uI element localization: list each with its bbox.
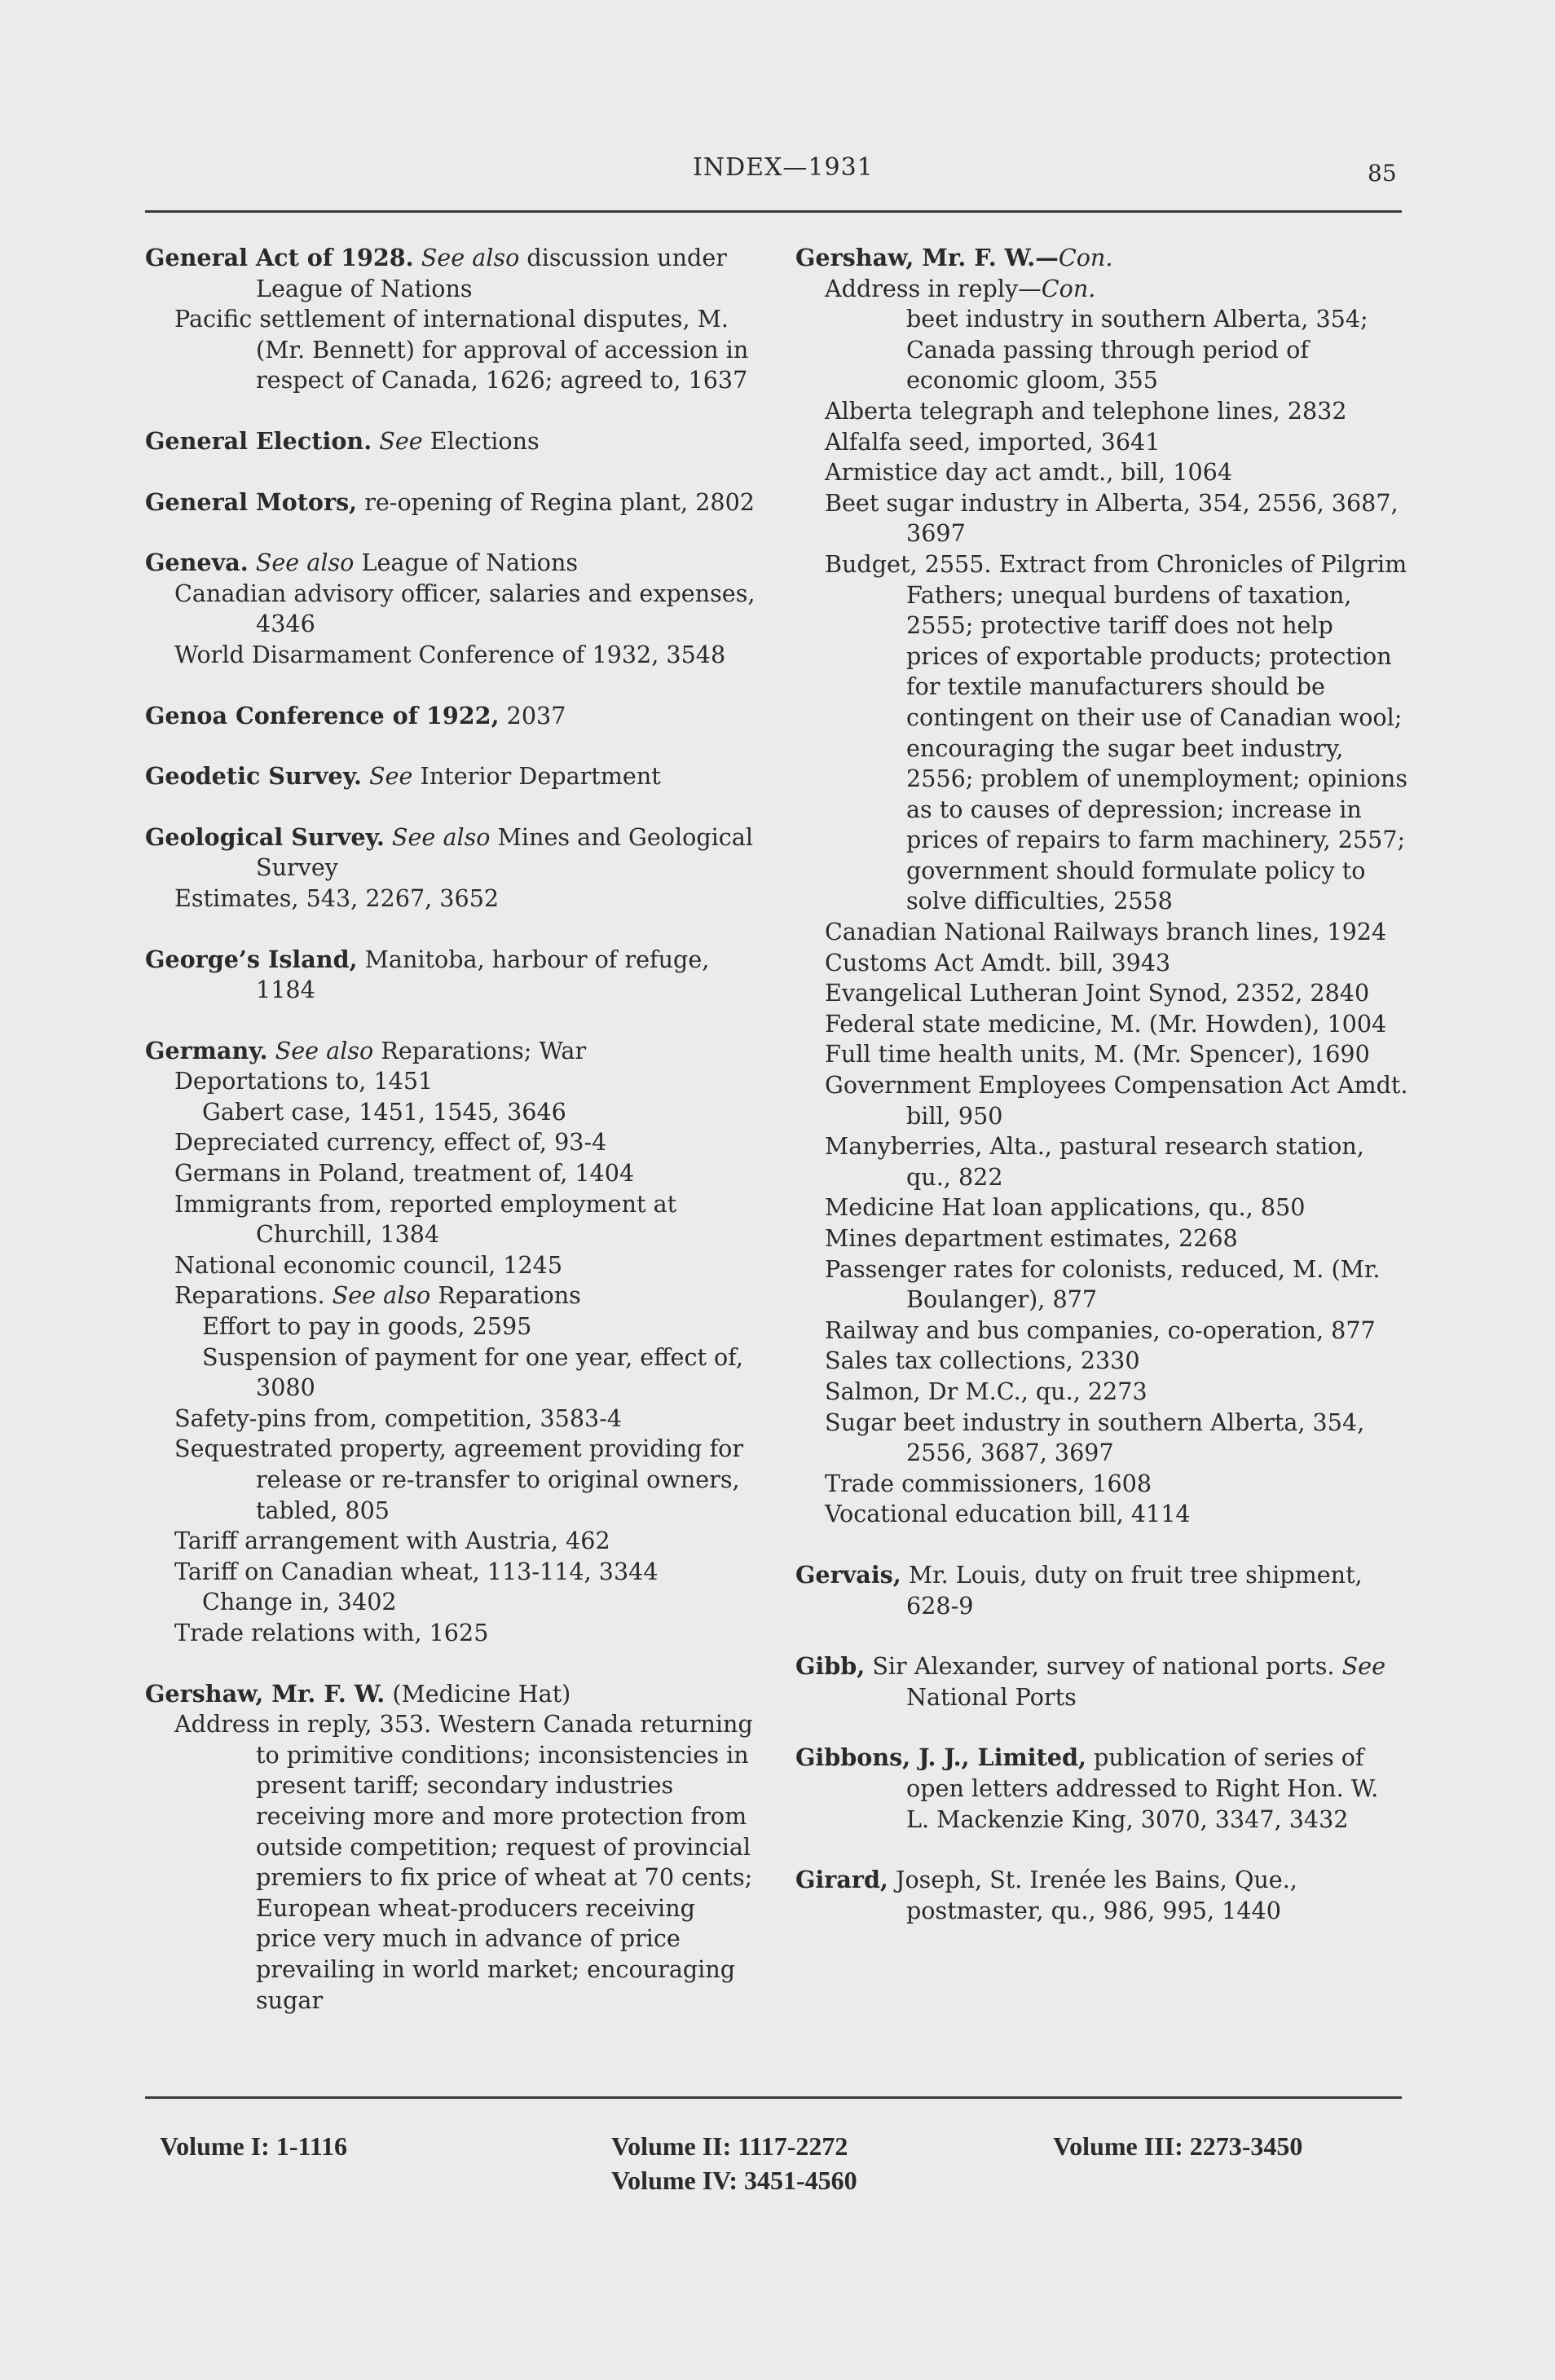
- subentry: Address in reply, 353. Western Canada returning to primitive conditions; inconsistencies in present tariff; secondary industries receiving more and more protection from outside competition; request of provincial premiers to fix price of wheat at 70 cents; European wheat-producers receiving price very much in advance of price prevailing in world market; encouraging sugar: [174, 1710, 753, 2014]
- see-label: See: [1341, 1652, 1385, 1681]
- footer-volume-2: Volume II: 1117-2272: [611, 2131, 848, 2161]
- subsubentry: Effort to pay in goods, 2595: [202, 1312, 532, 1341]
- entry-term: Gershaw, Mr. F. W.—: [795, 244, 1059, 271]
- subentry: Budget, 2555. Extract from Chronicles of Pilgrim Fathers; unequal burdens of taxation, 2555; protective tariff does not help prices of exportable products; protection for textile manufacturers should be contingent on their use of Canadian wool; encouraging the sugar beet industry, 2556; problem of unemployment; opinions as to causes of depression; increase in prices of repairs to farm machinery, 2557; government should formulate policy to solve difficulties, 2558: [825, 549, 1408, 915]
- index-entry: [145, 1036, 758, 1649]
- see-also-label: See also: [391, 822, 491, 851]
- see-label: See: [379, 426, 423, 455]
- entry-term: Gervais,: [795, 1560, 901, 1589]
- subentry: Tariff arrangement with Austria, 462: [174, 1527, 610, 1555]
- entry-term: Geodetic Survey.: [145, 762, 362, 791]
- subentry: Sugar beet industry in southern Alberta, 354, 2556, 3687, 3697: [825, 1408, 1365, 1467]
- page-title: INDEX—1931: [693, 153, 874, 182]
- subentry: Deportations to, 1451: [174, 1067, 434, 1095]
- entry-term: George’s Island,: [145, 945, 358, 973]
- footer-volume-1: Volume I: 1-1116: [160, 2131, 347, 2161]
- entry-ref: Reparations; War: [373, 1036, 587, 1064]
- see-also-label: See also: [421, 244, 520, 271]
- entry-term: Gibb,: [795, 1652, 866, 1681]
- entry-heading: [795, 1560, 1408, 1621]
- entry-heading: [795, 1743, 1408, 1835]
- entry-heading: [145, 701, 758, 732]
- subentry: National economic council, 1245: [174, 1250, 563, 1279]
- entry-text: Manitoba, harbour of refuge, 1184: [256, 945, 710, 1004]
- subentry: [795, 274, 1408, 305]
- subentry: Canadian advisory officer, salaries and expenses, 4346: [174, 579, 755, 638]
- entry-ref: National Ports: [906, 1682, 1077, 1711]
- entry-heading: [145, 243, 758, 304]
- entry-term: Girard,: [795, 1866, 888, 1894]
- header-rule: [145, 210, 1402, 213]
- subentry: Federal state medicine, M. (Mr. Howden), 1004: [825, 1009, 1387, 1038]
- subentry: Estimates, 543, 2267, 3652: [174, 884, 500, 912]
- subentry: Railway and bus companies, co-operation, 877: [825, 1316, 1376, 1344]
- right-column: [795, 243, 1408, 1956]
- subentry: Vocational education bill, 4114: [825, 1500, 1191, 1528]
- subentry: Alfalfa seed, imported, 3641: [825, 427, 1161, 456]
- footer-volume-4: Volume IV: 3451-4560: [611, 2166, 857, 2195]
- entry-text: re-opening of Regina plant, 2802: [357, 487, 755, 516]
- subentry: Armistice day act amdt., bill, 1064: [825, 458, 1233, 487]
- left-column: [145, 243, 758, 2046]
- entry-text: (Medicine Hat): [385, 1679, 571, 1708]
- index-entry: [145, 701, 758, 732]
- entry-ref: Reparations: [430, 1281, 581, 1310]
- entry-heading: [145, 426, 758, 457]
- subentry: Tariff on Canadian wheat, 113-114, 3344: [174, 1557, 659, 1585]
- index-entry: [145, 548, 758, 670]
- entry-text: publication of series of open letters addressed to Right Hon. W. L. Mackenzie King, 3070, 3347, 3432: [906, 1743, 1379, 1833]
- index-entry: [795, 1560, 1408, 1621]
- subentry: Canadian National Railways branch lines, 1924: [825, 918, 1387, 946]
- entry-heading: [795, 1865, 1408, 1926]
- subentry: Passenger rates for colonists, reduced, M. (Mr. Boulanger), 877: [825, 1254, 1381, 1314]
- entry-term: Geological Survey.: [145, 822, 385, 851]
- subentry: Safety-pins from, competition, 3583-4: [174, 1404, 623, 1432]
- continued-label: Con.: [1058, 244, 1113, 271]
- subentry: Trade commissioners, 1608: [825, 1469, 1152, 1497]
- see-also-label: See also: [275, 1036, 374, 1064]
- entry-ref: Interior Department: [412, 762, 661, 791]
- subentry-continued: beet industry in southern Alberta, 354; Canada passing through period of economic gloom, 355: [906, 305, 1368, 394]
- entry-term: General Election.: [145, 426, 372, 455]
- entry-heading: [145, 822, 758, 884]
- index-entry: [145, 945, 758, 1006]
- index-entry: [795, 1651, 1408, 1712]
- entry-ref: discussion under League of Nations: [256, 244, 727, 302]
- entry-heading: [145, 548, 758, 579]
- subentry: Sequestrated property, agreement providing for release or re-transfer to original owners, tabled, 805: [174, 1435, 744, 1524]
- subentry: Medicine Hat loan applications, qu., 850: [825, 1193, 1306, 1222]
- footer-rule: [145, 2096, 1402, 2099]
- entry-ref: Mines and Geological Survey: [256, 822, 753, 882]
- subentry: Trade relations with, 1625: [174, 1618, 489, 1646]
- index-entry: [145, 761, 758, 792]
- subentry: Mines department estimates, 2268: [825, 1224, 1238, 1252]
- entry-text: Joseph, St. Irenée les Bains, Que., postmaster, qu., 986, 995, 1440: [888, 1866, 1297, 1924]
- entry-heading: [795, 1651, 1408, 1712]
- subsubentry: Gabert case, 1451, 1545, 3646: [202, 1097, 566, 1126]
- entry-term: Geneva.: [145, 549, 249, 577]
- index-entry: [795, 1743, 1408, 1835]
- subentry-term: Reparations.: [174, 1281, 325, 1310]
- entry-heading: [145, 761, 758, 792]
- entry-heading: [145, 1679, 758, 1710]
- continued-label: Con.: [1041, 274, 1096, 302]
- subentry: Salmon, Dr M.C., qu., 2273: [825, 1377, 1148, 1405]
- subentry: Depreciated currency, effect of, 93-4: [174, 1128, 607, 1157]
- entry-text: 2037: [499, 701, 566, 729]
- index-entry: [795, 243, 1408, 1530]
- entry-ref: League of Nations: [354, 549, 579, 577]
- footer-volume-3: Volume III: 2273-3450: [1053, 2131, 1303, 2161]
- entry-term: Gershaw, Mr. F. W.: [145, 1679, 385, 1708]
- subentry: Evangelical Lutheran Joint Synod, 2352, 2840: [825, 979, 1370, 1007]
- entry-heading: [145, 945, 758, 1006]
- index-entry: [145, 487, 758, 518]
- subentry: Government Employees Compensation Act Amdt. bill, 950: [825, 1071, 1408, 1130]
- entry-term: General Motors,: [145, 487, 358, 516]
- entry-heading: [145, 1036, 758, 1067]
- index-entry: [145, 822, 758, 915]
- entry-ref: Elections: [422, 426, 540, 455]
- subentry: Full time health units, M. (Mr. Spencer), 1690: [825, 1040, 1370, 1069]
- entry-heading: [795, 243, 1408, 274]
- subentry: Sales tax collections, 2330: [825, 1346, 1140, 1375]
- entry-term: Germany.: [145, 1036, 268, 1064]
- see-also-label: See also: [332, 1281, 431, 1310]
- index-entry: [145, 1679, 758, 2016]
- subentry: [145, 1280, 758, 1311]
- entry-term: Gibbons, J. J., Limited,: [795, 1743, 1086, 1772]
- entry-text: Mr. Louis, duty on fruit tree shipment, 628-9: [901, 1560, 1363, 1620]
- subsubentry: Suspension of payment for one year, effect of, 3080: [202, 1342, 743, 1402]
- entry-term: General Act of 1928.: [145, 244, 414, 271]
- see-label: See: [369, 762, 413, 791]
- index-entry: [795, 1865, 1408, 1926]
- index-entry: [145, 426, 758, 457]
- subentry: Manyberries, Alta., pastural research station, qu., 822: [825, 1132, 1364, 1191]
- subentry: Alberta telegraph and telephone lines, 2832: [825, 396, 1347, 425]
- entry-term: Genoa Conference of 1922,: [145, 701, 500, 729]
- entry-heading: [145, 487, 758, 518]
- subentry: World Disarmament Conference of 1932, 3548: [174, 640, 726, 668]
- entry-text: Sir Alexander, survey of national ports.: [865, 1652, 1335, 1681]
- index-entry: [145, 243, 758, 396]
- subsubentry: Change in, 3402: [202, 1588, 397, 1616]
- page-number: 85: [1368, 160, 1397, 187]
- subentry: Pacific settlement of international disputes, M. (Mr. Bennett) for approval of accession in respect of Canada, 1626; agreed to, 1637: [174, 305, 749, 394]
- subentry-term: Address in reply—: [825, 274, 1042, 302]
- subentry: Germans in Poland, treatment of, 1404: [174, 1159, 635, 1188]
- subentry: Immigrants from, reported employment at Churchill, 1384: [174, 1189, 677, 1249]
- subentry: Beet sugar industry in Alberta, 354, 2556, 3687, 3697: [825, 488, 1399, 548]
- see-also-label: See also: [255, 549, 355, 577]
- subentry: Customs Act Amdt. bill, 3943: [825, 948, 1171, 976]
